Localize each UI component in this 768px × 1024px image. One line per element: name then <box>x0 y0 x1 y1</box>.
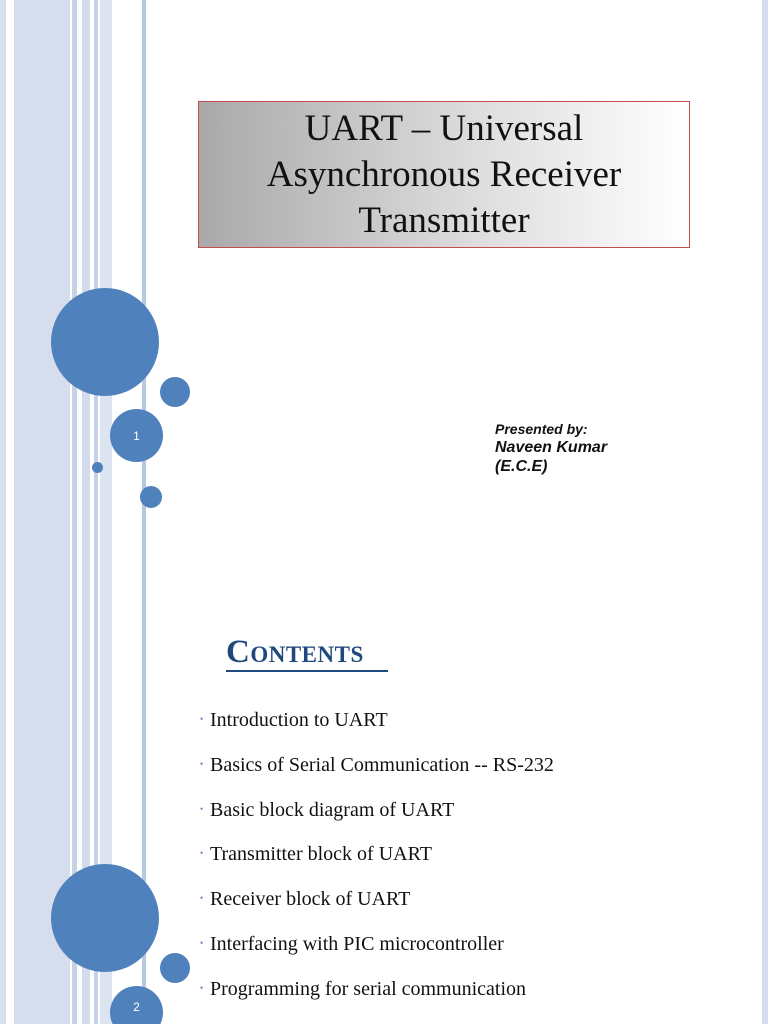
presenter-department: (E.C.E) <box>495 458 548 475</box>
list-item-text: Receiver block of UART <box>210 888 411 911</box>
stripe <box>142 612 146 1024</box>
stripe <box>0 0 6 612</box>
title-box <box>198 101 690 248</box>
bullet-icon: • <box>200 758 204 769</box>
list-item <box>200 798 554 843</box>
slide-number-badge <box>110 409 163 462</box>
small-decorative-circle <box>160 953 190 983</box>
small-decorative-circle <box>140 486 162 508</box>
presenter-name: Naveen Kumar <box>495 439 608 456</box>
bullet-icon: • <box>200 937 204 948</box>
stripe <box>0 612 6 1024</box>
list-item-text: Introduction to UART <box>210 709 388 731</box>
list-item-text: Basic block diagram of UART <box>210 798 455 821</box>
large-decorative-circle <box>51 288 159 396</box>
list-item <box>200 842 554 887</box>
small-decorative-circle <box>160 377 190 407</box>
contents-heading: Contents <box>226 634 364 670</box>
right-edge-stripe <box>762 0 768 612</box>
presenter-label: Presented by: <box>495 421 588 437</box>
slide-number: 1 <box>133 428 140 443</box>
tiny-decorative-circle <box>92 462 103 473</box>
slide-number: 2 <box>133 1000 140 1014</box>
list-item <box>200 708 554 753</box>
slide-number-badge <box>110 986 163 1024</box>
heading-underline <box>226 670 388 672</box>
large-decorative-circle <box>51 864 159 972</box>
list-item <box>200 977 554 1022</box>
list-item <box>200 887 554 932</box>
slide-title: UART – Universal Asynchronous Receiver Transmitter <box>266 107 622 241</box>
stripe <box>14 0 70 612</box>
list-item <box>200 753 554 798</box>
list-item <box>200 932 554 977</box>
bullet-icon: • <box>200 982 204 993</box>
slide-2 <box>0 612 768 1024</box>
bullet-icon: • <box>200 893 204 904</box>
list-item-text: Basics of Serial Communication -- RS-232 <box>210 753 554 776</box>
bullet-icon: • <box>200 714 204 724</box>
contents-list <box>200 708 554 1022</box>
list-item-text: Transmitter block of UART <box>210 843 432 866</box>
bullet-icon: • <box>200 803 204 814</box>
presenter-block <box>495 420 607 476</box>
list-item-text: Programming for serial communication <box>210 977 527 1000</box>
bullet-icon: • <box>200 848 204 859</box>
stripe <box>14 612 70 1024</box>
right-edge-stripe <box>762 612 768 1024</box>
list-item-text: Interfacing with PIC microcontroller <box>210 932 504 955</box>
